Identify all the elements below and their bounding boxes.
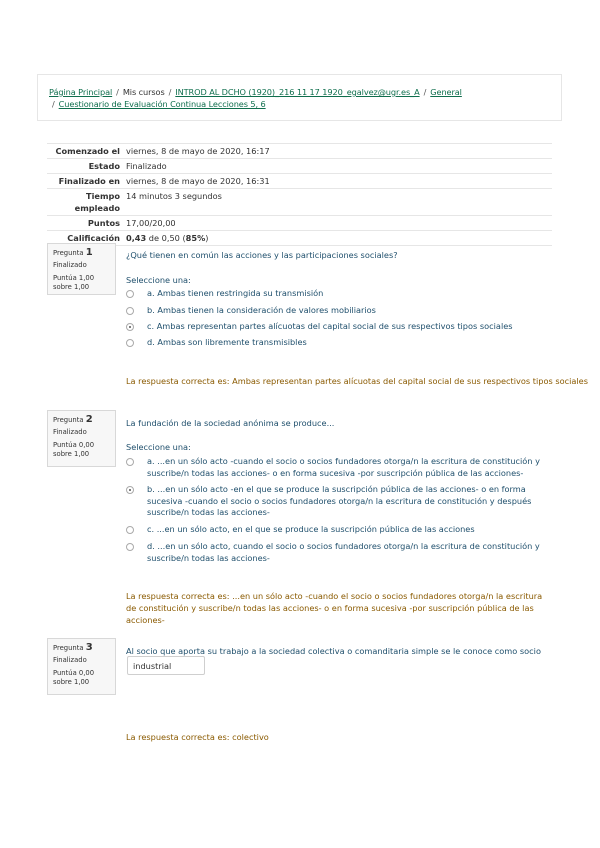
question-text: ¿Qué tienen en común las acciones y las participaciones sociales? (126, 250, 398, 260)
summary-row-state (47, 158, 552, 173)
question-number (53, 248, 110, 258)
breadcrumb-line-2 (49, 99, 266, 109)
question-prompt: Seleccione una: (126, 275, 191, 285)
question-grade: Puntúa 1,00 sobre 1,00 (53, 274, 95, 291)
correct-answer-feedback: La respuesta correcta es: Ambas representan partes alícuotas del capital social de sus respectivos tipos sociales (126, 376, 588, 386)
breadcrumb-separator: / (52, 99, 55, 109)
breadcrumb-line-1 (49, 87, 462, 97)
answer-option[interactable] (126, 288, 541, 300)
answer-option[interactable] (126, 337, 541, 349)
question-number (53, 415, 110, 425)
radio-button[interactable] (126, 307, 134, 315)
question-state: Finalizado (53, 428, 87, 436)
question-info-3 (47, 638, 116, 695)
question-label: Pregunta (53, 416, 84, 424)
grade-mid: de 0,50 ( (146, 233, 186, 243)
summary-key: Estado (88, 161, 120, 171)
answer-option[interactable] (126, 524, 541, 536)
summary-key: Comenzado el (55, 146, 120, 156)
breadcrumb-course-link[interactable]: INTROD AL DCHO (1920)_216 11 17 1920_egalvez@ugr.es_A (175, 87, 420, 97)
summary-value: 17,00/20,00 (126, 218, 176, 228)
summary-value: Finalizado (126, 161, 167, 171)
summary-key: Calificación (67, 233, 120, 243)
summary-row-started (47, 143, 552, 158)
summary-value (126, 232, 552, 244)
summary-row-grade (47, 230, 552, 246)
question-info-2 (47, 410, 116, 467)
summary-value: viernes, 8 de mayo de 2020, 16:17 (126, 146, 270, 156)
correct-answer-feedback: La respuesta correcta es: ...en un sólo acto -cuando el socio o socios fundadores otorga/n la escritura de constitución y suscribe/n todas las acciones- o en forma sucesiva -por suscripción pública de las acciones- (126, 591, 543, 625)
summary-value: viernes, 8 de mayo de 2020, 16:31 (126, 176, 270, 186)
question-state: Finalizado (53, 656, 87, 664)
question-number-value: 3 (85, 642, 93, 653)
answer-option-label: b. Ambas tienen la consideración de valores mobiliarios (147, 305, 376, 315)
radio-button[interactable] (126, 543, 134, 551)
summary-key: Puntos (87, 218, 120, 228)
radio-button[interactable] (126, 290, 134, 298)
question-number-value: 1 (85, 247, 93, 258)
grade-score: 0,43 (126, 233, 147, 243)
attempt-summary-table (47, 143, 552, 246)
question-text: Al socio que aporta su trabajo a la sociedad colectiva o comanditaria simple se le conoce como socio (126, 646, 541, 656)
question-info-1 (47, 243, 116, 295)
question-state: Finalizado (53, 261, 87, 269)
breadcrumb-quiz-link[interactable]: Cuestionario de Evaluación Continua Lecciones 5, 6 (58, 99, 266, 109)
question-number (53, 643, 110, 653)
answer-option[interactable] (126, 541, 541, 564)
question-text: La fundación de la sociedad anónima se produce... (126, 418, 335, 428)
answer-option[interactable] (126, 456, 541, 479)
radio-button-selected[interactable] (126, 323, 134, 331)
answer-option-label: a. Ambas tienen restringida su transmisión (147, 288, 324, 298)
answer-option-label: d. ...en un sólo acto, cuando el socio o socios fundadores otorga/n la escritura de constitución y suscribe/n todas las acciones- (147, 541, 540, 563)
breadcrumb-separator: / (116, 87, 119, 97)
radio-button-selected[interactable] (126, 486, 134, 494)
radio-button[interactable] (126, 339, 134, 347)
answer-option-label: c. Ambas representan partes alícuotas del capital social de sus respectivos tipos sociales (147, 321, 513, 331)
breadcrumb-home-link[interactable]: Página Principal (49, 87, 113, 97)
answer-option[interactable] (126, 305, 541, 317)
correct-answer-feedback: La respuesta correcta es: colectivo (126, 732, 269, 742)
answer-option-label: a. ...en un sólo acto -cuando el socio o socios fundadores otorga/n la escritura de constitución y suscribe/n todas las acciones- o en forma sucesiva -por suscripción pública de las acciones- (147, 456, 540, 478)
summary-row-time-taken (47, 188, 552, 215)
breadcrumb-separator: / (423, 87, 427, 97)
question-label: Pregunta (53, 249, 84, 257)
answer-option-label: b. ...en un sólo acto -en el que se produce la suscripción pública de las acciones- o en forma sucesiva -cuando el socio o socios fundadores otorga/n la escritura de constitución y después suscribe/n todas las acciones- (147, 484, 532, 517)
summary-row-marks (47, 215, 552, 230)
breadcrumb-separator: / (168, 87, 172, 97)
radio-button[interactable] (126, 458, 134, 466)
summary-key: Finalizado en (58, 176, 120, 186)
answer-option[interactable] (126, 321, 541, 333)
question-label: Pregunta (53, 644, 84, 652)
summary-key: Tiempo empleado (74, 191, 120, 213)
answer-option-label: c. ...en un sólo acto, en el que se produce la suscripción pública de las acciones (147, 524, 475, 534)
radio-button[interactable] (126, 526, 134, 534)
question-number-value: 2 (85, 414, 93, 425)
answer-option-label: d. Ambas son libremente transmisibles (147, 337, 307, 347)
breadcrumb-section-link[interactable]: General (430, 87, 462, 97)
summary-row-finished (47, 173, 552, 188)
breadcrumb-my-courses: Mis cursos (122, 87, 165, 97)
question-grade: Puntúa 0,00 sobre 1,00 (53, 669, 95, 686)
summary-value: 14 minutos 3 segundos (126, 191, 222, 201)
answer-option[interactable] (126, 484, 541, 519)
question-prompt: Seleccione una: (126, 442, 191, 452)
grade-percent: 85% (185, 233, 206, 243)
breadcrumb (37, 74, 562, 121)
grade-end: ) (205, 233, 209, 243)
answer-text-field[interactable]: industrial (127, 656, 205, 675)
question-grade: Puntúa 0,00 sobre 1,00 (53, 441, 95, 458)
